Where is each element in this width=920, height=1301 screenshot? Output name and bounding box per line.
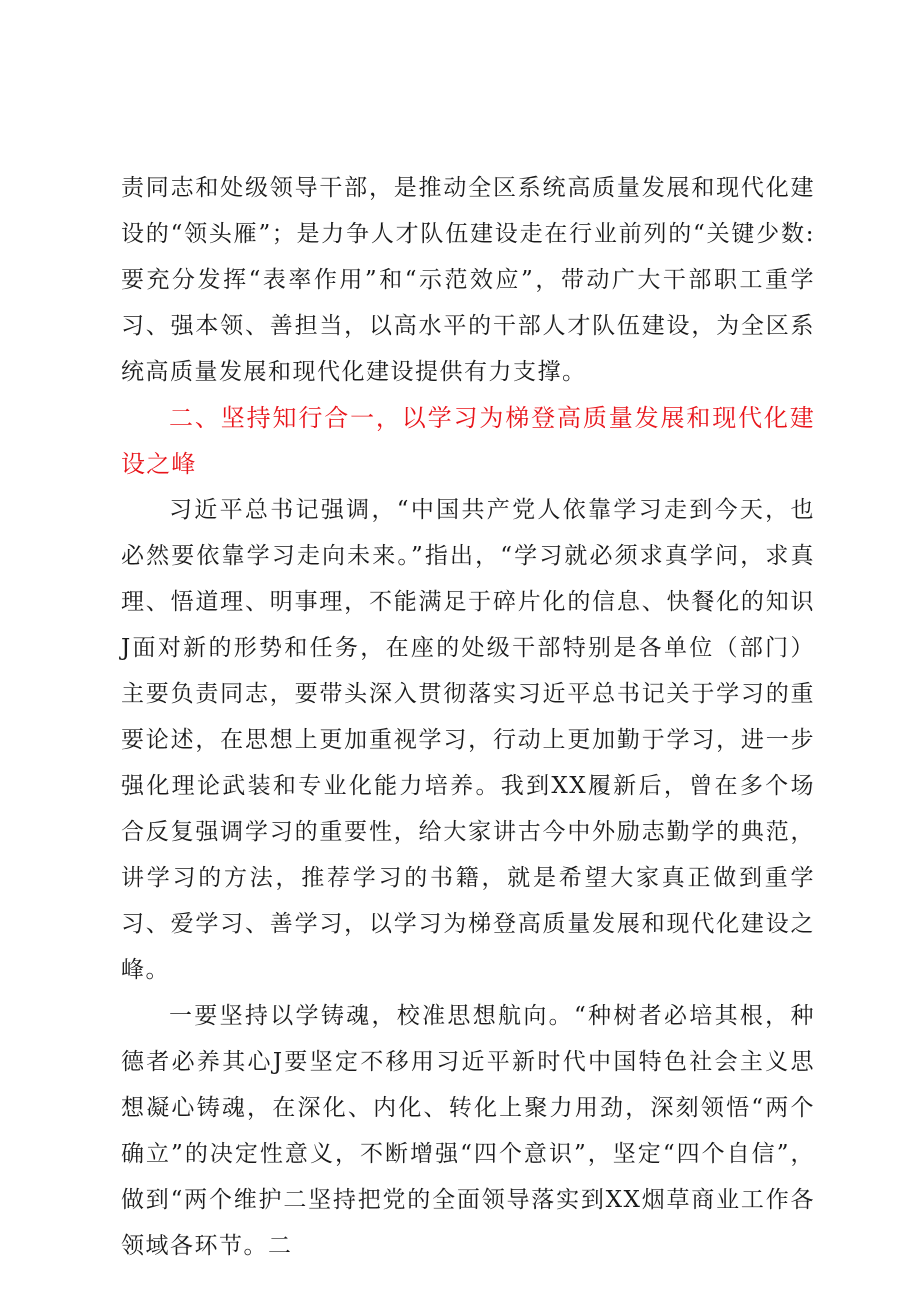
section-heading-2: 二、坚持知行合一，以学习为梯登高质量发展和现代化建设之峰 bbox=[121, 404, 815, 478]
paragraph-learning-importance: 习近平总书记强调，“中国共产党人依靠学习走到今天，也必然要依靠学习走向未来。”指出，“学习就必须求真学问，求真理、悟道理、明事理，不能满足于碎片化的信息、快餐化的知识J面对新的形势和任务，在座的处级干部特别是各单位（部门）主要负责同志，要带头深入贯彻落实习近平总书记关于学习的重要论述，在思想上更加重视学习，行动上更加勤于学习，进一步强化理论武装和专业化能力培养。我到XX履新后，曾在多个场合反复强调学习的重要性，给大家讲古今中外励志勤学的典范，讲学习的方法，推荐学习的书籍，就是希望大家真正做到重学习、爱学习、善学习，以学习为梯登高质量发展和现代化建设之峰。 bbox=[121, 497, 815, 983]
paragraph-learning-soul: 一要坚持以学铸魂，校准思想航向。“种树者必培其根，种德者必养其心J要坚定不移用习近平新时代中国特色社会主义思想凝心铸魂，在深化、内化、转化上聚力用劲，深刻领悟“两个确立”的决定性意义，不断增强“四个意识”，坚定“四个自信”，做到“两个维护二坚持把党的全面领导落实到XX烟草商业工作各领域各环节。二 bbox=[121, 1003, 815, 1259]
paragraph-leadership-role: 责同志和处级领导干部，是推动全区系统高质量发展和现代化建设的“领头雁”；是力争人才队伍建设走在行业前列的“关键少数:要充分发挥“表率作用”和“示范效应”，带动广大干部职工重学习、强本领、善担当，以高水平的干部人才队伍建设，为全区系统高质量发展和现代化建设提供有力支撑。 bbox=[121, 175, 815, 385]
document-body bbox=[121, 165, 815, 1269]
